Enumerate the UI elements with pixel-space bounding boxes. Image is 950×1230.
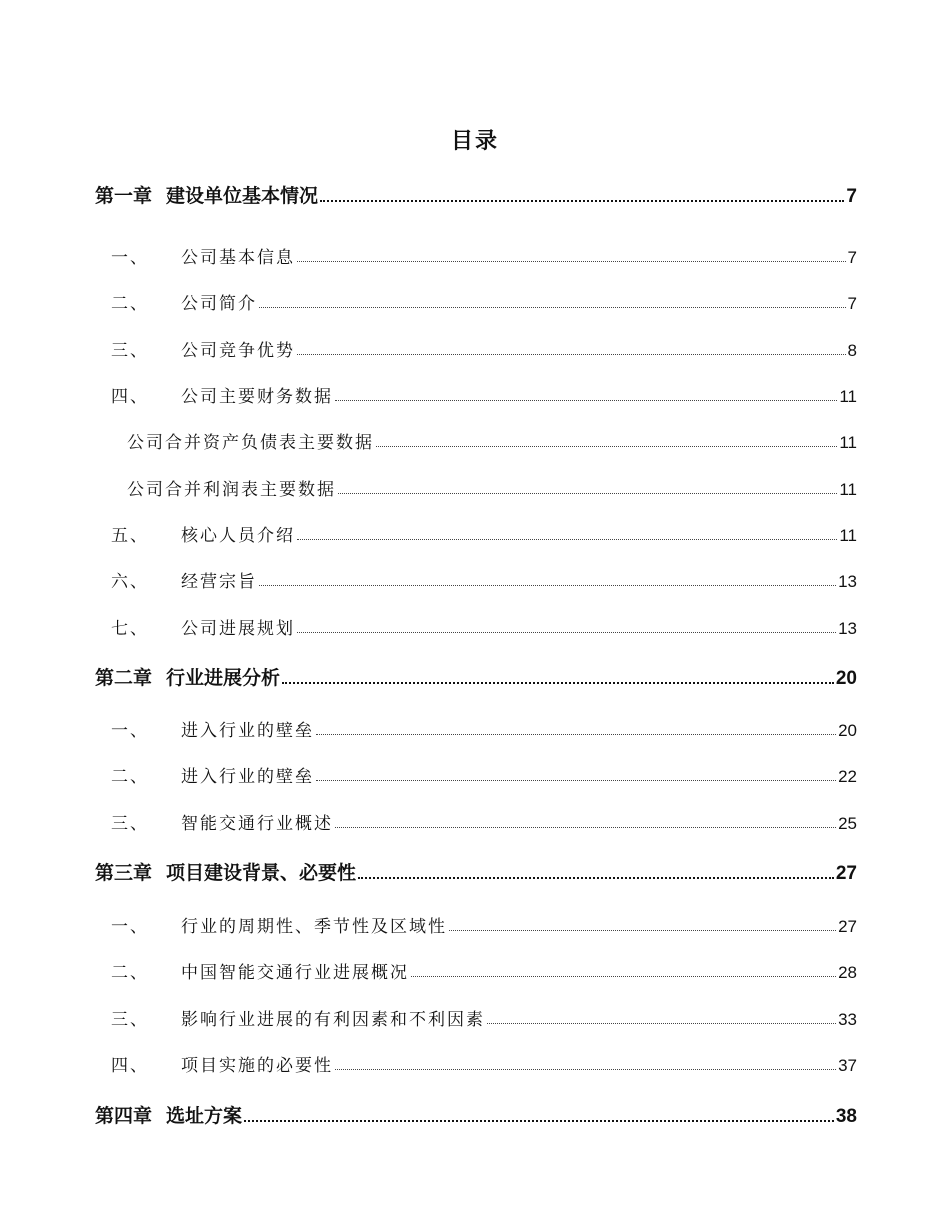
toc-section-entry[interactable] [95, 425, 857, 453]
toc-leader-dots [297, 539, 837, 540]
toc-leader-dots [320, 200, 844, 202]
toc-entry-label [95, 475, 336, 500]
toc-entry-label [95, 521, 295, 546]
toc-entry-text: 影响行业进展的有利因素和不利因素 [181, 1010, 485, 1030]
toc-chapter-entry[interactable] [95, 662, 857, 690]
toc-leader-dots [259, 307, 846, 308]
toc-page-number: 25 [838, 814, 857, 833]
toc-section-entry[interactable] [95, 713, 857, 741]
toc-section-entry[interactable] [95, 379, 857, 407]
toc-entry-label [95, 716, 314, 741]
toc-entry-number: 一、 [111, 917, 149, 937]
toc-leader-dots [316, 734, 836, 735]
toc-leader-dots [297, 632, 836, 633]
toc-entry-text: 行业进展分析 [166, 667, 281, 689]
toc-entry-number: 二、 [111, 963, 149, 983]
toc-entry-label [95, 1005, 485, 1030]
toc-leader-dots [487, 1023, 836, 1024]
toc-page-number: 11 [839, 526, 857, 545]
toc-page-number: 7 [847, 294, 857, 313]
toc-chapter-entry[interactable] [95, 180, 857, 208]
toc-entry-text: 公司合并资产负债表主要数据 [127, 433, 374, 453]
toc-page-number: 7 [847, 248, 857, 267]
toc-page-number: 22 [838, 767, 857, 786]
toc-leader-dots [316, 780, 836, 781]
toc-page-number: 11 [839, 387, 857, 406]
toc-entry-label [95, 958, 409, 983]
toc-entry-label [95, 1101, 242, 1128]
toc-page-number: 8 [847, 341, 857, 360]
toc-entry-number: 一、 [111, 721, 149, 741]
toc-leader-dots [297, 354, 846, 355]
toc-entry-number: 第三章 [95, 862, 153, 884]
toc-entry-label [95, 1051, 333, 1076]
toc-entry-label [95, 243, 295, 268]
toc-leader-dots [259, 585, 836, 586]
toc-chapter-entry[interactable] [95, 1100, 857, 1128]
toc-leader-dots [449, 930, 836, 931]
toc-page-number: 38 [835, 1106, 857, 1127]
toc-entry-text: 公司进展规划 [181, 619, 295, 639]
toc-entry-number: 三、 [111, 814, 149, 834]
toc-leader-dots [338, 493, 837, 494]
toc-entry-number: 三、 [111, 1010, 149, 1030]
toc-page-number: 20 [835, 668, 857, 689]
toc-entry-number: 二、 [111, 767, 149, 787]
toc-section-entry[interactable] [95, 564, 857, 592]
toc-entry-number: 五、 [111, 526, 149, 546]
toc-leader-dots [282, 682, 834, 684]
toc-section-entry[interactable] [95, 611, 857, 639]
toc-page-number: 11 [839, 480, 857, 499]
toc-entry-label [95, 809, 333, 834]
toc-entry-text: 公司主要财务数据 [181, 387, 333, 407]
toc-page-number: 27 [835, 863, 857, 884]
toc-entry-label [95, 762, 314, 787]
toc-page-number: 11 [839, 433, 857, 452]
toc-entry-label [95, 663, 280, 690]
toc-page-number: 28 [838, 963, 857, 982]
toc-page-number: 13 [838, 619, 857, 638]
toc-entry-number: 第二章 [95, 667, 153, 689]
toc-entry-number: 二、 [111, 294, 149, 314]
toc-entry-text: 项目建设背景、必要性 [166, 862, 357, 884]
toc-entry-number: 六、 [111, 572, 149, 592]
toc-title: 目录 [450, 129, 499, 154]
toc-page-number: 27 [838, 917, 857, 936]
toc-section-entry[interactable] [95, 240, 857, 268]
toc-section-entry[interactable] [95, 1002, 857, 1030]
toc-leader-dots [335, 1069, 836, 1070]
toc-entry-text: 智能交通行业概述 [181, 814, 333, 834]
toc-leader-dots [244, 1120, 834, 1122]
toc-entry-number: 三、 [111, 341, 149, 361]
toc-entry-text: 项目实施的必要性 [181, 1056, 333, 1076]
toc-entry-number: 第四章 [95, 1105, 153, 1127]
toc-entry-text: 建设单位基本情况 [166, 185, 319, 207]
toc-leader-dots [376, 446, 837, 447]
toc-leader-dots [335, 400, 837, 401]
toc-entry-text: 中国智能交通行业进展概况 [181, 963, 409, 983]
toc-entry-number: 一、 [111, 248, 149, 268]
toc-page-number: 33 [838, 1010, 857, 1029]
toc-entry-number: 四、 [111, 387, 149, 407]
toc-entry-label [95, 428, 374, 453]
toc-page-number: 20 [838, 721, 857, 740]
toc-entry-text: 核心人员介绍 [181, 526, 295, 546]
toc-entry-label [95, 382, 333, 407]
toc-section-entry[interactable] [95, 806, 857, 834]
toc-page-number: 13 [838, 572, 857, 591]
toc-entry-text: 行业的周期性、季节性及区域性 [181, 917, 447, 937]
toc-entry-label [95, 912, 447, 937]
toc-chapter-entry[interactable] [95, 857, 857, 885]
toc-entry-label [95, 289, 257, 314]
toc-section-entry[interactable] [95, 909, 857, 937]
toc-entry-label [95, 858, 356, 885]
toc-page-number: 37 [838, 1056, 857, 1075]
toc-entry-text: 进入行业的壁垒 [181, 721, 314, 741]
toc-leader-dots [297, 261, 846, 262]
toc-section-entry[interactable] [95, 472, 857, 500]
toc-entry-label [95, 614, 295, 639]
toc-entry-number: 四、 [111, 1056, 149, 1076]
toc-section-entry[interactable] [95, 333, 857, 361]
toc-section-entry[interactable] [95, 1048, 857, 1076]
toc-entry-text: 公司基本信息 [181, 248, 295, 268]
toc-section-entry[interactable] [95, 518, 857, 546]
toc-entry-number: 七、 [111, 619, 149, 639]
toc-section-entry[interactable] [95, 759, 857, 787]
toc-entry-number: 第一章 [95, 185, 153, 207]
toc-leader-dots [411, 976, 836, 977]
toc-section-entry[interactable] [95, 955, 857, 983]
toc-entry-label [95, 336, 295, 361]
toc-section-entry[interactable] [95, 286, 857, 314]
toc-entry-label [95, 181, 318, 208]
toc-leader-dots [358, 877, 834, 879]
toc-entry-text: 进入行业的壁垒 [181, 767, 314, 787]
toc-entry-text: 公司竞争优势 [181, 341, 295, 361]
toc-entry-text: 公司合并利润表主要数据 [127, 480, 336, 500]
toc-entry-text: 经营宗旨 [181, 572, 257, 592]
toc-entry-text: 选址方案 [166, 1105, 243, 1127]
toc-entry-label [95, 567, 257, 592]
toc-page-number: 7 [846, 186, 857, 207]
toc-entry-text: 公司简介 [181, 294, 257, 314]
toc-leader-dots [335, 827, 836, 828]
